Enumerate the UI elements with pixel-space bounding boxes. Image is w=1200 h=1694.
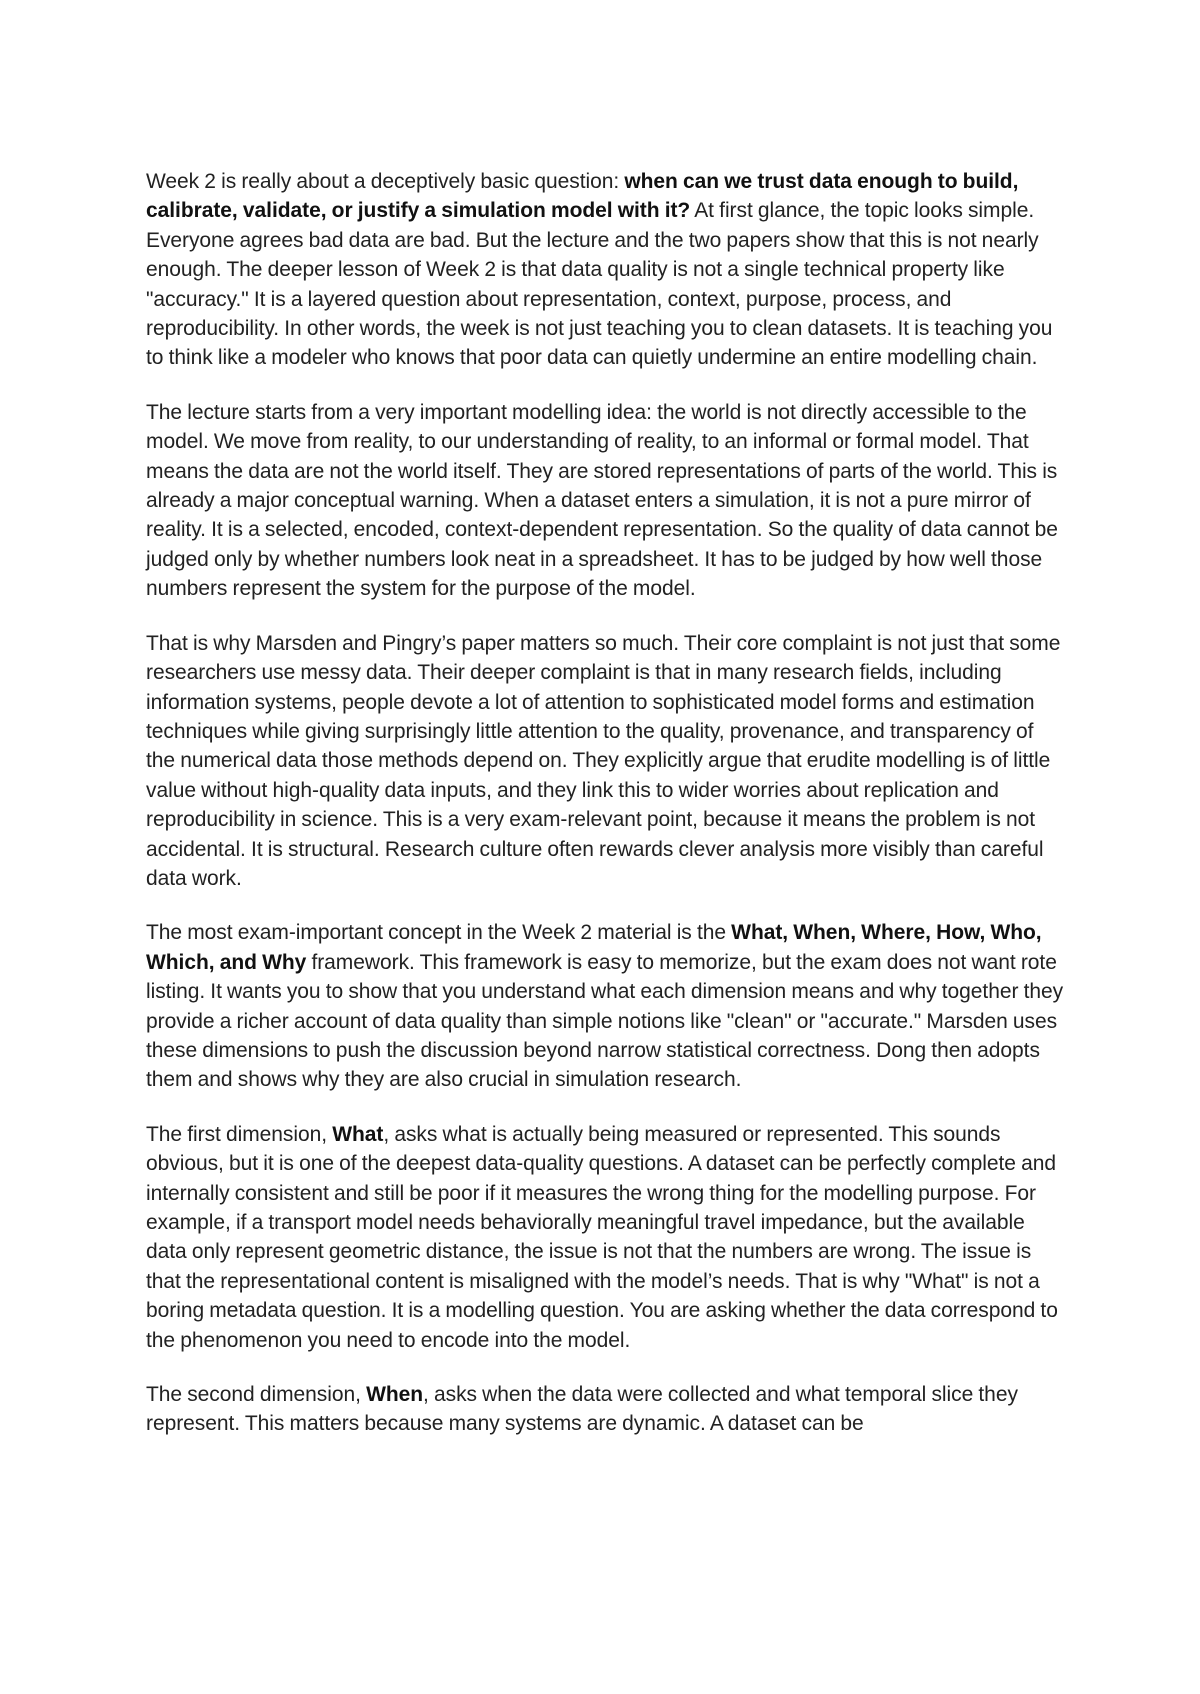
paragraph-intro-text-a: Week 2 is really about a deceptively basic question: [146, 170, 625, 193]
paragraph-framework-text-a: The most exam-important concept in the Week 2 material is the [146, 921, 732, 945]
paragraph-when-text-a: The second dimension, [146, 1383, 367, 1407]
paragraph-when-bold-term: When [366, 1383, 424, 1407]
paragraph-what-text-c: , asks what is actually being measured or represented. This sounds obvious, but it is one of the deepest data-quality questions. A dataset can be perfectly complete and internally consistent and still be poor if it measures the wrong thing for the modelling purpose. For example, if a transport model needs behaviorally meaningful travel impedance, but the available data only represent geometric distance, the issue is not that the numbers are wrong. The issue is that the representational content is misaligned with the model’s needs. That is why "What" is not a boring metadata question. It is a modelling question. You are asking whether the data correspond to the phenomenon you need to encode into the model. [146, 1122, 1058, 1352]
paragraph-what-bold-term: What [332, 1122, 384, 1146]
paragraph-what-dimension [146, 1120, 1066, 1355]
paragraph-framework-text-c: framework. This framework is easy to memorize, but the exam does not want rote listing. It wants you to show that you understand what each dimension means and why together they provide a richer account of data quality than simple notions like "clean" or "accurate." Marsden uses these dimensions to push the discussion beyond narrow statistical correctness. Dong then adopts them and shows why they are also crucial in simulation research. [146, 950, 1064, 1092]
paragraph-marsden-pingry [146, 629, 1066, 894]
paragraph-intro-text-c: At first glance, the topic looks simple. Everyone agrees bad data are bad. But the lecture and the two papers show that this is not nearly enough. The deeper lesson of Week 2 is that data quality is not a single technical property like "accuracy." It is a layered question about representation, context, purpose, process, and reproducibility. In other words, the week is not just teaching you to clean datasets. It is teaching you to think like a modeler who knows that poor data can quietly undermine an entire modelling chain. [146, 199, 1053, 370]
document-body [146, 167, 1066, 1464]
paragraph-framework-bold-dimensions: What, When, Where, How, Who, Which, and Why [146, 921, 1042, 974]
paragraph-marsden-pingry-text: That is why Marsden and Pingry’s paper matters so much. Their core complaint is not just that some researchers use messy data. Their deeper complaint is that in many research fields, including information systems, people devote a lot of attention to sophisticated model forms and estimation techniques while giving surprisingly little attention to the quality, provenance, and transparency of the numerical data those methods depend on. They explicitly argue that erudite modelling is of little value without high-quality data inputs, and they link this to wider worries about replication and reproducibility in science. This is a very exam-relevant point, because it means the problem is not accidental. It is structural. Research culture often rewards clever analysis more visibly than careful data work. [146, 631, 1061, 890]
paragraph-what-text-a: The first dimension, [146, 1122, 333, 1146]
paragraph-when-dimension [146, 1380, 1066, 1439]
paragraph-intro [146, 167, 1066, 373]
paragraph-reality-representation-text: The lecture starts from a very important modelling idea: the world is not directly accessible to the model. We move from reality, to our understanding of reality, to an informal or formal model. That means the data are not the world itself. They are stored representations of parts of the world. This is already a major conceptual warning. When a dataset enters a simulation, it is not a pure mirror of reality. It is a selected, encoded, context-dependent representation. So the quality of data cannot be judged only by whether numbers look neat in a spreadsheet. It has to be judged by how well those numbers represent the system for the purpose of the model. [146, 400, 1058, 601]
paragraph-framework [146, 918, 1066, 1094]
paragraph-intro-bold-question: when can we trust data enough to build, calibrate, validate, or justify a simulation model with it? [146, 170, 1019, 223]
paragraph-when-text-c: , asks when the data were collected and what temporal slice they represent. This matters because many systems are dynamic. A dataset can be [146, 1383, 1018, 1436]
paragraph-reality-representation [146, 398, 1066, 604]
